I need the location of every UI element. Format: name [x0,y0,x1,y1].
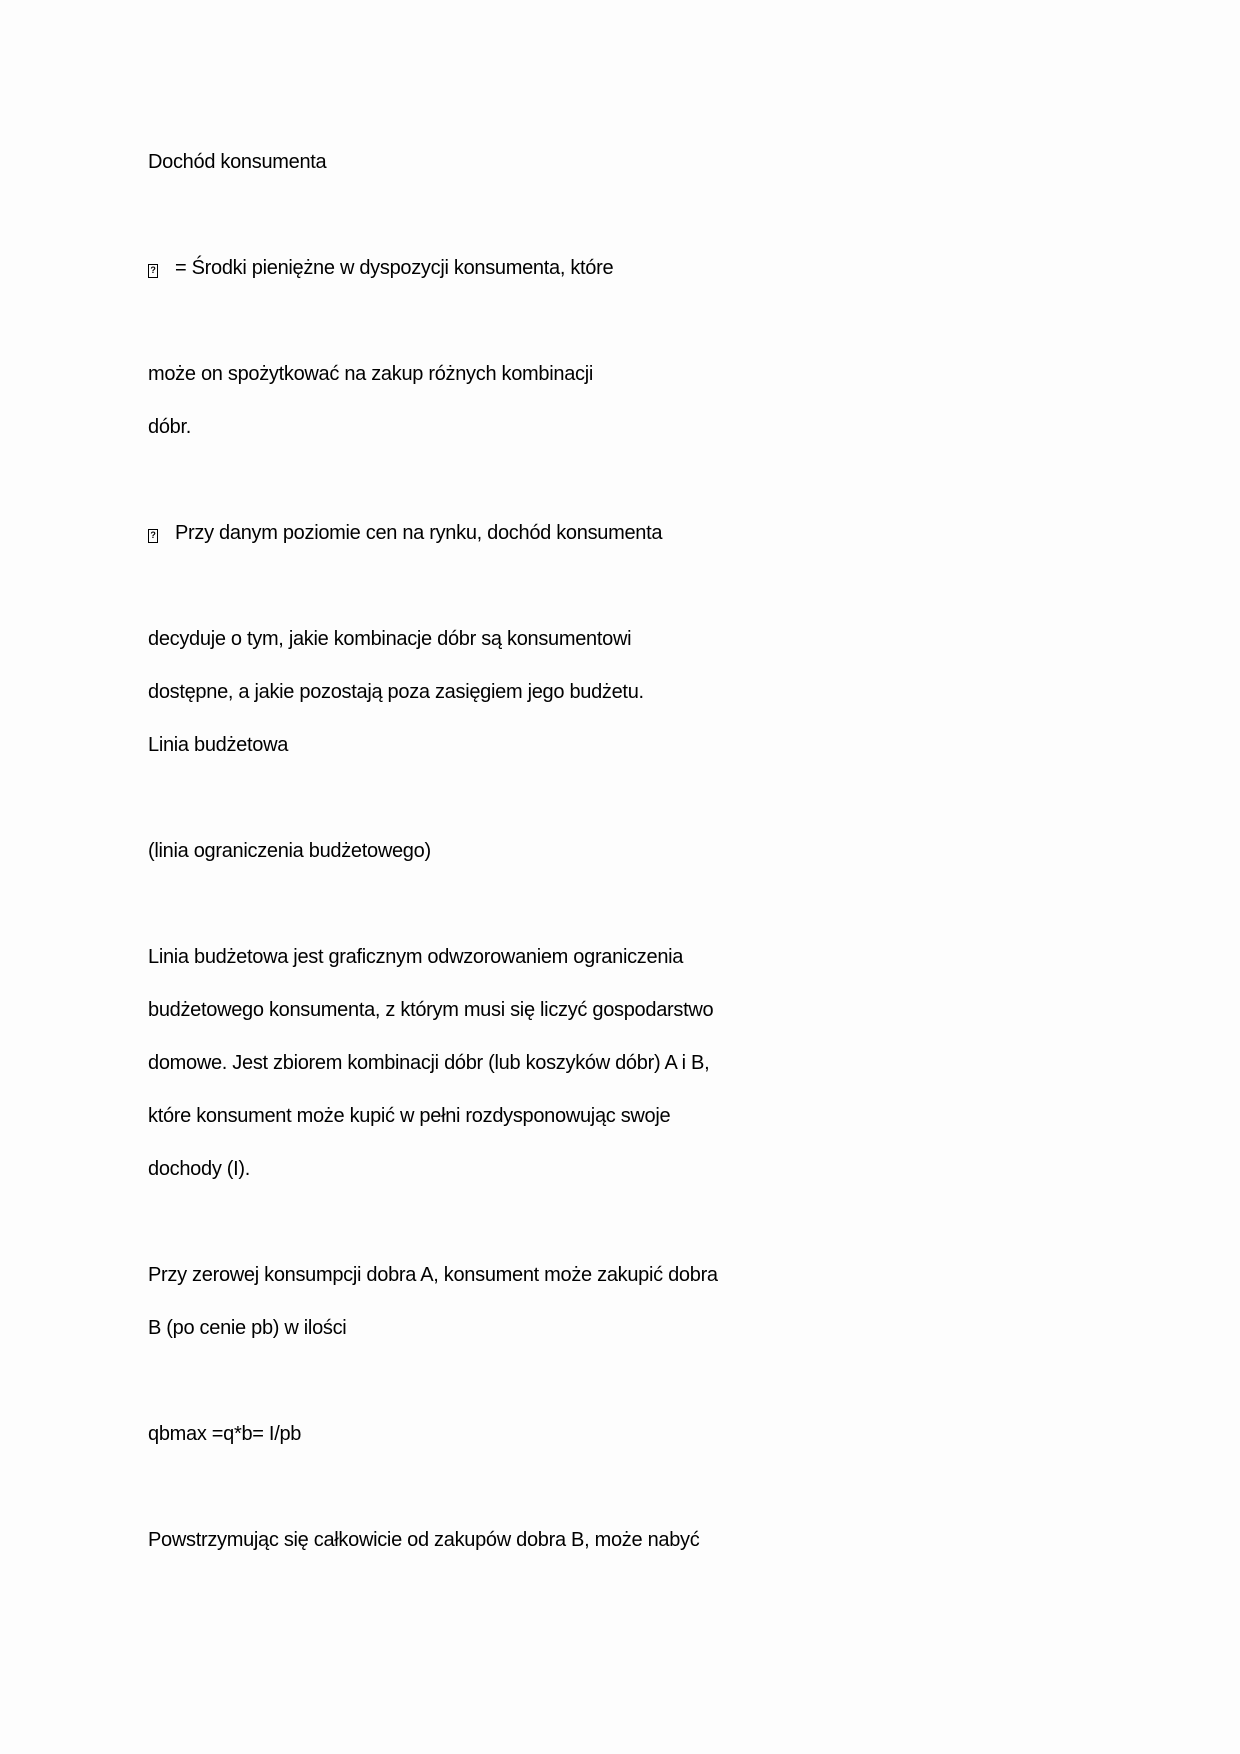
missing-glyph-bullet-icon: ? [148,529,158,543]
line-text: dostępne, a jakie pozostają poza zasięgiem jego budżetu. [148,681,644,703]
line-text: qbmax =q*b= I/pb [148,1423,302,1445]
text-line [148,1263,718,1287]
text-line [148,1316,346,1340]
heading-dochod-konsumenta [148,150,326,174]
line-text: Dochód konsumenta [148,151,327,173]
line-text: Przy zerowej konsumpcji dobra A, konsument może zakupić dobra [148,1264,718,1286]
line-text: Linia budżetowa jest graficznym odwzorowaniem ograniczenia [148,946,684,968]
line-text: budżetowego konsumenta, z którym musi się liczyć gospodarstwo [148,999,714,1021]
line-text: Powstrzymując się całkowicie od zakupów dobra B, może nabyć [148,1529,700,1551]
line-text: decyduje o tym, jakie kombinacje dóbr są konsumentowi [148,628,632,650]
heading-linia-budzetowa [148,733,288,757]
formula-line [148,1422,301,1446]
text-line [148,1051,709,1075]
bullet-line [148,256,613,280]
text-line [148,680,644,704]
line-text: które konsument może kupić w pełni rozdysponowując swoje [148,1105,671,1127]
subheading [148,839,431,863]
line-text: dóbr. [148,416,191,438]
text-line [148,998,713,1022]
missing-glyph-bullet-icon: ? [148,264,158,278]
line-text: = Środki pieniężne w dyspozycji konsumenta, które [175,257,614,279]
text-line [148,1157,250,1181]
text-line [148,1528,699,1552]
text-line [148,945,683,969]
text-line [148,415,191,439]
line-text: (linia ograniczenia budżetowego) [148,840,431,862]
text-line [148,1104,670,1128]
bullet-line [148,521,662,545]
line-text: Przy danym poziomie cen na rynku, dochód konsumenta [175,522,663,544]
text-line [148,362,593,386]
line-text: dochody (I). [148,1158,251,1180]
line-text: B (po cenie pb) w ilości [148,1317,347,1339]
line-text: domowe. Jest zbiorem kombinacji dóbr (lub koszyków dóbr) A i B, [148,1052,710,1074]
text-line [148,627,631,651]
line-text: Linia budżetowa [148,734,289,756]
line-text: może on spożytkować na zakup różnych kombinacji [148,363,594,385]
